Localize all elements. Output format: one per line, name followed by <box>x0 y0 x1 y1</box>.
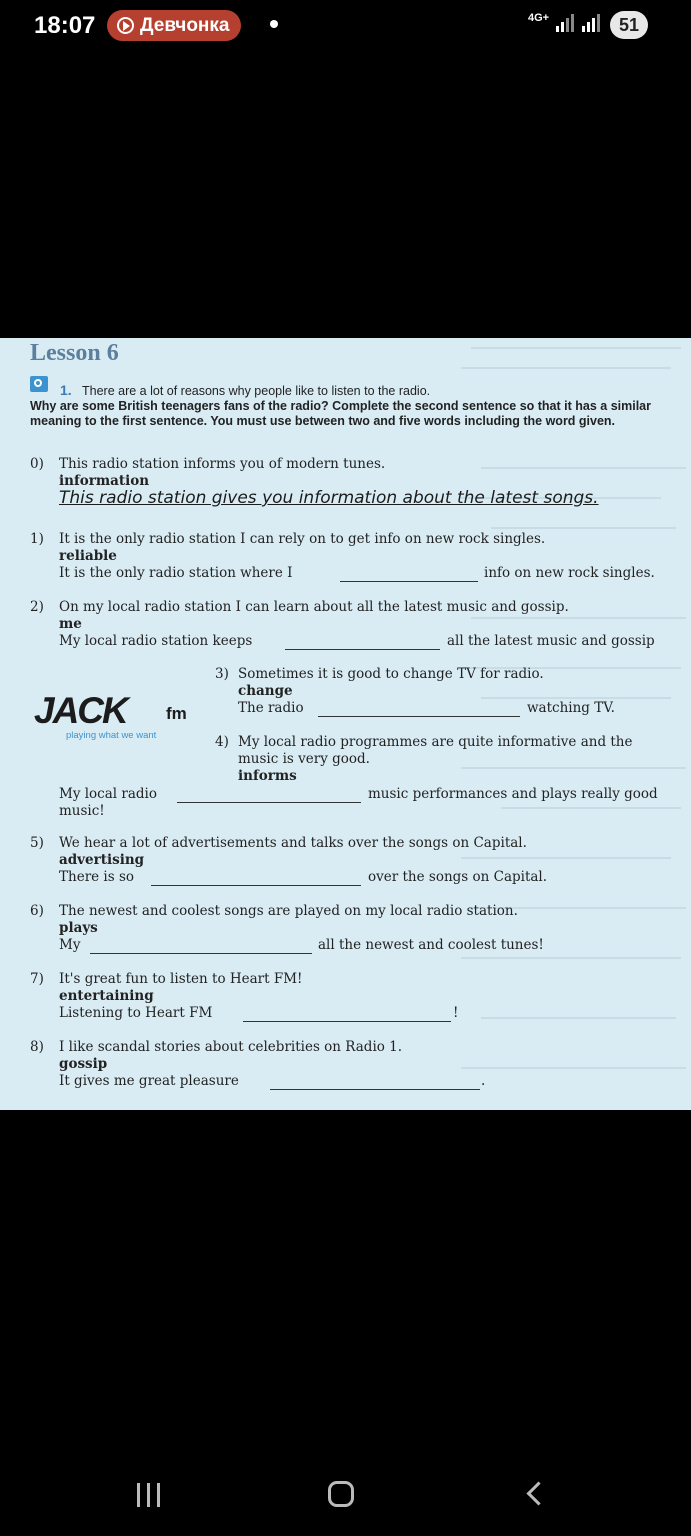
item-keyword: information <box>59 473 150 489</box>
answer-blank <box>318 716 520 717</box>
logo-main: JACK <box>34 690 127 731</box>
item-sentence: I like scandal stories about celebrities on Radio 1. <box>59 1039 403 1055</box>
task-instructions: Why are some British teenagers fans of the radio? Complete the second sentence so that it has a similar meaning to the first sentence. You must use between two and five words including the word given. <box>30 399 651 428</box>
answer-blank <box>285 649 440 650</box>
home-button[interactable] <box>328 1481 354 1507</box>
battery-indicator: 51 <box>610 11 648 39</box>
item-prompt-end: music performances and plays really good <box>368 786 658 802</box>
item-prompt-start: It gives me great pleasure <box>59 1073 239 1089</box>
item-prompt-end: info on new rock singles. <box>484 565 655 581</box>
logo-suffix: fm <box>166 704 187 723</box>
item-keyword: entertaining <box>59 988 154 1004</box>
item-prompt-start: The radio <box>238 700 304 716</box>
item-prompt-start: There is so <box>59 869 135 885</box>
task-number: 1. <box>60 382 72 398</box>
answer-blank <box>151 885 361 886</box>
item-prompt-start: My local radio <box>59 786 157 802</box>
notification-dot-icon <box>270 20 278 28</box>
media-playing-chip[interactable] <box>107 10 241 41</box>
item-prompt-end: all the latest music and gossip <box>447 633 655 649</box>
item-sentence: On my local radio station I can learn about all the latest music and gossip. <box>59 599 569 615</box>
status-time: 18:07 <box>34 12 96 39</box>
item-sentence: It's great fun to listen to Heart FM! <box>59 971 303 987</box>
item-keyword: advertising <box>59 852 145 868</box>
status-bar <box>0 0 691 52</box>
example-answer: This radio station gives you information about the latest songs. <box>59 488 599 508</box>
audio-task-icon <box>30 376 48 392</box>
network-type: 4G+ <box>528 12 550 24</box>
item-number: 7) <box>30 971 44 987</box>
lesson-title: Lesson 6 <box>30 340 119 366</box>
jack-fm-logo <box>34 690 194 746</box>
item-prompt-start: It is the only radio station where I <box>59 565 293 581</box>
signal-icon <box>554 14 576 34</box>
logo-tagline: playing what we want <box>66 730 157 741</box>
answer-blank <box>90 953 312 954</box>
item-keyword: me <box>59 616 82 632</box>
media-app-label: Девчонка <box>140 14 230 36</box>
signal-icon-2 <box>580 14 602 34</box>
item-sentence: Sometimes it is good to change TV for radio. <box>238 666 544 682</box>
item-prompt-end: over the songs on Capital. <box>368 869 548 885</box>
textbook-photo <box>0 338 691 1110</box>
item-prompt-start: My <box>59 937 81 953</box>
item-prompt-start: Listening to Heart FM <box>59 1005 213 1021</box>
item-keyword: plays <box>59 920 98 936</box>
item-number: 4) <box>215 734 229 750</box>
item-prompt-start: My local radio station keeps <box>59 633 253 649</box>
item-number: 3) <box>215 666 229 682</box>
item-sentence: This radio station informs you of modern tunes. <box>59 456 386 472</box>
recent-apps-button[interactable] <box>137 1483 163 1507</box>
item-sentence-cont: music is very good. <box>238 751 370 767</box>
bleed-through-texture <box>461 338 691 1110</box>
item-sentence: The newest and coolest songs are played on my local radio station. <box>59 903 518 919</box>
item-prompt-end: . <box>481 1073 486 1089</box>
item-prompt-end: ! <box>453 1005 459 1021</box>
item-sentence: My local radio programmes are quite informative and the <box>238 734 633 750</box>
item-number: 2) <box>30 599 44 615</box>
answer-blank <box>243 1021 451 1022</box>
answer-blank <box>270 1089 480 1090</box>
task-intro: There are a lot of reasons why people like to listen to the radio. <box>82 384 431 398</box>
back-button[interactable] <box>526 1481 550 1505</box>
item-number: 0) <box>30 456 44 472</box>
item-prompt-end-cont: music! <box>59 803 105 819</box>
item-keyword: informs <box>238 768 297 784</box>
item-prompt-end: watching TV. <box>527 700 615 716</box>
item-keyword: reliable <box>59 548 117 564</box>
item-number: 1) <box>30 531 44 547</box>
item-sentence: It is the only radio station I can rely on to get info on new rock singles. <box>59 531 546 547</box>
item-number: 8) <box>30 1039 44 1055</box>
answer-blank <box>177 802 361 803</box>
item-number: 6) <box>30 903 44 919</box>
play-icon <box>117 17 134 34</box>
answer-blank <box>340 581 478 582</box>
item-sentence: We hear a lot of advertisements and talks over the songs on Capital. <box>59 835 527 851</box>
item-keyword: change <box>238 683 293 699</box>
item-prompt-end: all the newest and coolest tunes! <box>318 937 544 953</box>
navigation-bar <box>0 1455 691 1536</box>
item-keyword: gossip <box>59 1056 108 1072</box>
item-number: 5) <box>30 835 44 851</box>
